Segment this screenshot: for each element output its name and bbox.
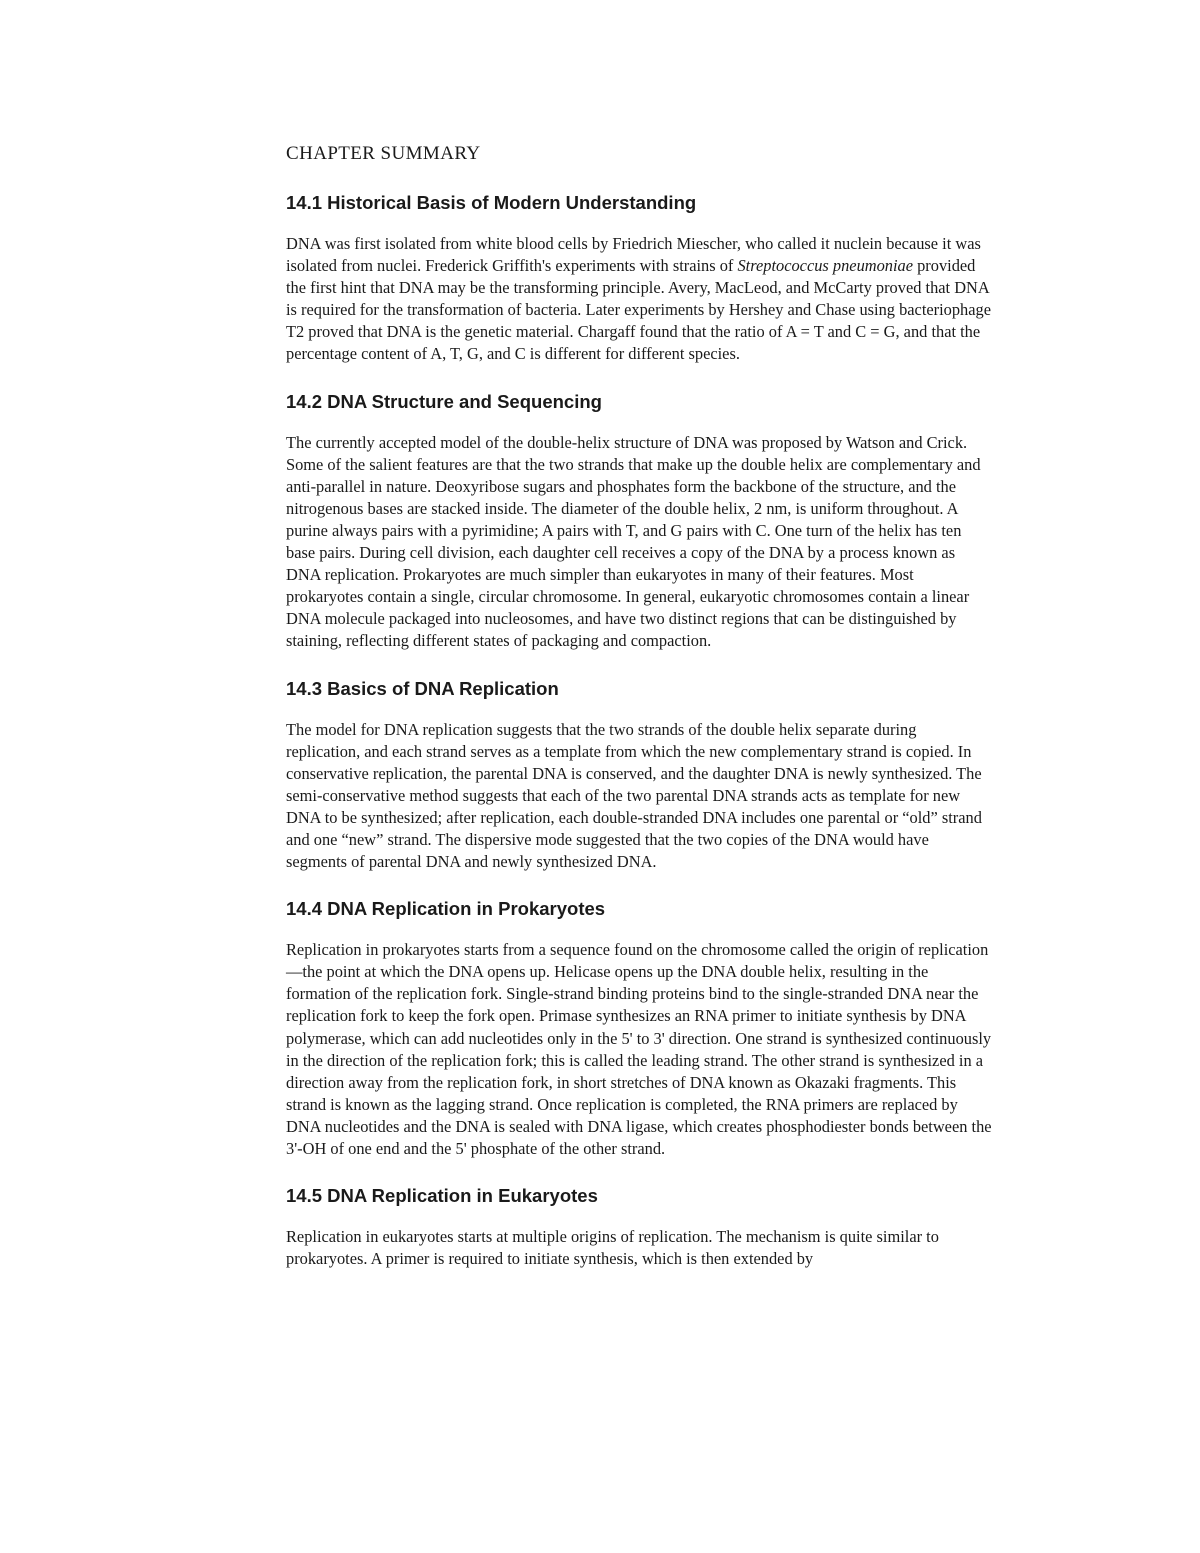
section-heading: 14.5 DNA Replication in Eukaryotes [286, 1185, 598, 1207]
section-paragraph: Replication in prokaryotes starts from a sequence found on the chromosome called the origin of replication—the point at which the DNA opens up. Helicase opens up the DNA double helix, resulting in the formation of the replication fork. Single-strand binding proteins bind to the single-stranded DNA near the replication fork to keep the fork open. Primase synthesizes an RNA primer to initiate synthesis by DNA polymerase, which can add nucleotides only in the 5' to 3' direction. One strand is synthesized continuously in the direction of the replication fork; this is called the leading strand. The other strand is synthesized in a direction away from the replication fork, in short stretches of DNA known as Okazaki fragments. This strand is known as the lagging strand. Once replication is completed, the RNA primers are replaced by DNA nucleotides and the DNA is sealed with DNA ligase, which creates phosphodiester bonds between the 3'-OH of one end and the 5' phosphate of the other strand. [286, 940, 992, 1158]
section-heading: 14.1 Historical Basis of Modern Understanding [286, 192, 697, 213]
section-paragraph: Replication in eukaryotes starts at multiple origins of replication. The mechanism is quite similar to prokaryotes. A primer is required to initiate synthesis, which is then extended by [286, 1227, 939, 1269]
paragraph-text: DNA was first isolated from white blood cells by Friedrich Miescher, who called it nuclein because it was isolated from nuclei. Frederick Griffith's experiments with strains of [286, 234, 981, 276]
section-14-2 [286, 390, 992, 653]
section-14-4 [286, 897, 992, 1160]
section-heading: 14.3 Basics of DNA Replication [286, 677, 559, 699]
section-14-3 [286, 677, 992, 874]
document-page [286, 142, 992, 1294]
section-paragraph: The model for DNA replication suggests that the two strands of the double helix separate during replication, and each strand serves as a template from which the new complementary strand is copied. In conservative replication, the parental DNA is conserved, and the daughter DNA is newly synthesized. The semi-conservative method suggests that each of the two parental DNA strands acts as template for new DNA to be synthesized; after replication, each double-stranded DNA includes one parental or “old” strand and one “new” strand. The dispersive mode suggested that the two copies of the DNA would have segments of parental DNA and newly synthesized DNA. [286, 719, 982, 872]
section-paragraph [286, 233, 992, 366]
section-heading: 14.2 DNA Structure and Sequencing [286, 390, 602, 412]
section-14-1 [286, 191, 992, 366]
species-name: Streptococcus pneumoniae [737, 256, 914, 276]
paragraph-text: provided the first hint that DNA may be the transforming principle. Avery, MacLeod, and McCarty proved that DNA is required for the transformation of bacteria. Later experiments by Hershey and Chase using bacteriophage T2 proved that DNA is the genetic material. Chargaff found that the ratio of A = T and C = G, and that the percentage content of A, T, G, and C is different for different species. [286, 256, 991, 364]
section-paragraph: The currently accepted model of the double-helix structure of DNA was proposed by Watson and Crick. Some of the salient features are that the two strands that make up the double helix are complementary and anti-parallel in nature. Deoxyribose sugars and phosphates form the backbone of the structure, and the nitrogenous bases are stacked inside. The diameter of the double helix, 2 nm, is uniform throughout. A purine always pairs with a pyrimidine; A pairs with T, and G pairs with C. One turn of the helix has ten base pairs. During cell division, each daughter cell receives a copy of the DNA by a process known as DNA replication. Prokaryotes are much simpler than eukaryotes in many of their features. Most prokaryotes contain a single, circular chromosome. In general, eukaryotic chromosomes contain a linear DNA molecule packaged into nucleosomes, and have two distinct regions that can be distinguished by staining, reflecting different states of packaging and compaction. [286, 432, 981, 651]
section-14-5 [286, 1184, 992, 1270]
section-heading: 14.4 DNA Replication in Prokaryotes [286, 898, 606, 920]
chapter-title: CHAPTER SUMMARY [286, 143, 481, 164]
